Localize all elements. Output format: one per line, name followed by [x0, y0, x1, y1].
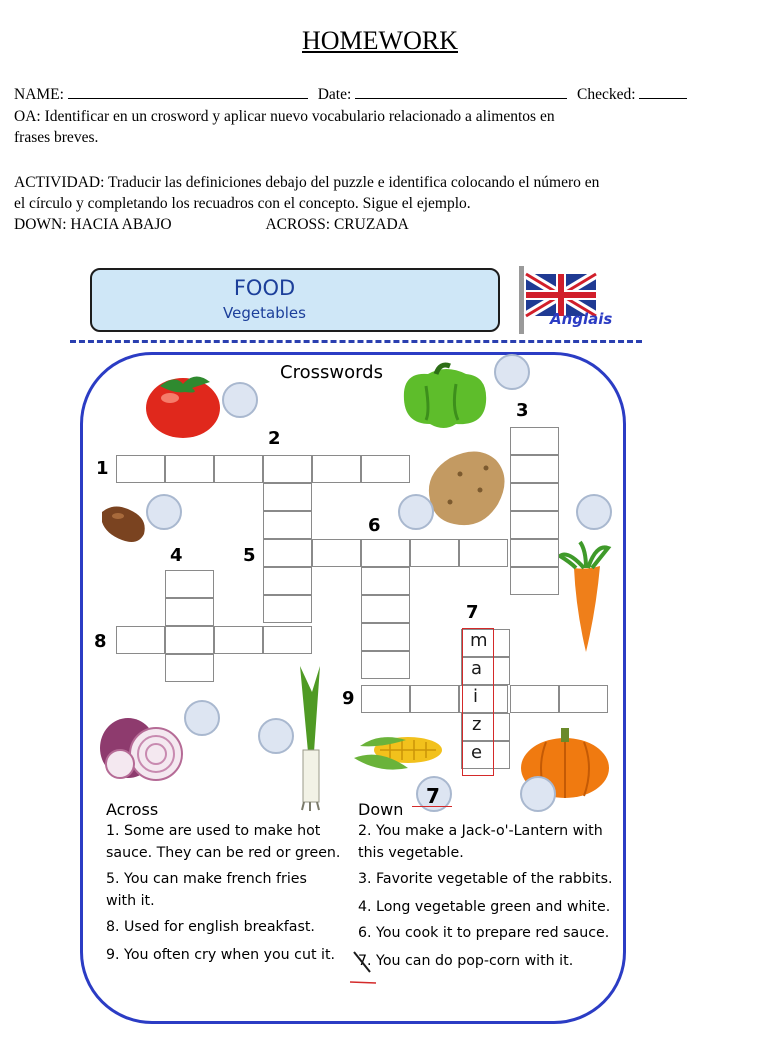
potato-icon [420, 444, 510, 530]
example-circle-number: 7 [426, 784, 440, 808]
grid-cell[interactable] [165, 455, 214, 483]
flag-label: Anglais [550, 310, 613, 328]
corn-icon [350, 728, 446, 778]
down-clue: this vegetable. [358, 845, 464, 861]
example-letter: m [470, 630, 488, 651]
topic-banner [90, 268, 500, 332]
grid-cell[interactable] [263, 483, 312, 511]
grid-cell[interactable] [361, 455, 410, 483]
grid-number-1: 1 [96, 458, 109, 479]
activity-line-2: el círculo y completando los recuadros con el concepto. Sigue el ejemplo. [14, 195, 471, 212]
name-field[interactable] [68, 84, 308, 99]
oa-line-1: OA: Identificar en un crosword y aplicar nuevo vocabulario relacionado a alimentos en [14, 108, 555, 125]
example-underline [412, 806, 452, 807]
answer-circle-bean[interactable] [146, 494, 182, 530]
across-clue: 8. Used for english breakfast. [106, 919, 315, 935]
grid-cell[interactable] [510, 483, 559, 511]
down-clue: 2. You make a Jack-o'-Lantern with [358, 823, 603, 839]
date-label: Date: [317, 86, 352, 103]
across-heading: Across [106, 800, 159, 819]
grid-number-8: 8 [94, 631, 107, 652]
down-clue: 6. You cook it to prepare red sauce. [358, 925, 610, 941]
down-clue: 4. Long vegetable green and white. [358, 899, 611, 915]
answer-circle-pumpkin[interactable] [520, 776, 556, 812]
page-title: HOMEWORK [302, 26, 458, 55]
grid-cell[interactable] [165, 654, 214, 682]
grid-cell[interactable] [459, 539, 508, 567]
grid-cell[interactable] [559, 685, 608, 713]
grid-cell[interactable] [263, 595, 312, 623]
name-label: NAME: [14, 86, 64, 103]
banner-subtitle: Vegetables [223, 304, 306, 322]
grid-cell[interactable] [214, 455, 263, 483]
answer-circle-leek[interactable] [258, 718, 294, 754]
grid-cell[interactable] [263, 567, 312, 595]
example-letter: i [473, 686, 479, 707]
activity-line-1: ACTIVIDAD: Traducir las definiciones debajo del puzzle e identifica colocando el número en [14, 174, 600, 191]
grid-cell[interactable] [410, 539, 459, 567]
grid-number-6: 6 [368, 515, 381, 536]
grid-cell[interactable] [510, 685, 559, 713]
grid-cell[interactable] [263, 626, 312, 654]
grid-number-5: 5 [243, 545, 256, 566]
grid-cell[interactable] [361, 685, 410, 713]
grid-cell[interactable] [165, 598, 214, 626]
grid-cell[interactable] [361, 539, 410, 567]
answer-circle-pepper[interactable] [494, 354, 530, 390]
grid-cell[interactable] [510, 511, 559, 539]
across-clue: 9. You often cry when you cut it. [106, 947, 336, 963]
grid-cell[interactable] [361, 623, 410, 651]
onion-icon [96, 704, 192, 786]
example-letter: a [471, 658, 483, 679]
answer-circle-carrot[interactable] [576, 494, 612, 530]
grid-cell[interactable] [361, 595, 410, 623]
down-clue: 7. You can do pop-corn with it. [358, 953, 574, 969]
grid-number-9: 9 [342, 688, 355, 709]
bean-icon [96, 500, 152, 548]
grid-cell[interactable] [510, 455, 559, 483]
leek-icon [292, 662, 328, 812]
grid-cell[interactable] [410, 685, 459, 713]
checked-field[interactable] [639, 84, 687, 99]
grid-cell[interactable] [165, 570, 214, 598]
grid-cell[interactable] [312, 455, 361, 483]
across-label: ACROSS: CRUZADA [265, 216, 409, 233]
grid-cell[interactable] [263, 455, 312, 483]
carrot-icon [556, 540, 616, 660]
grid-cell[interactable] [116, 626, 165, 654]
across-clue: sauce. They can be red or green. [106, 845, 341, 861]
grid-cell[interactable] [263, 539, 312, 567]
oa-line-2: frases breves. [14, 129, 99, 146]
down-heading: Down [358, 800, 404, 819]
example-mark [350, 948, 380, 988]
direction-legend [14, 214, 409, 235]
grid-cell[interactable] [510, 567, 559, 595]
grid-cell[interactable] [510, 539, 559, 567]
grid-cell[interactable] [165, 626, 214, 654]
across-clue: 5. You can make french fries [106, 871, 307, 887]
answer-circle-onion[interactable] [184, 700, 220, 736]
divider [70, 340, 642, 343]
grid-cell[interactable] [510, 427, 559, 455]
across-clue: 1. Some are used to make hot [106, 823, 321, 839]
tomato-icon [140, 364, 230, 444]
grid-cell[interactable] [361, 651, 410, 679]
answer-circle-tomato[interactable] [222, 382, 258, 418]
grid-number-7: 7 [466, 602, 479, 623]
checked-label: Checked: [577, 86, 636, 103]
example-letter: e [471, 742, 483, 763]
date-field[interactable] [355, 84, 567, 99]
grid-number-2: 2 [268, 428, 281, 449]
grid-cell[interactable] [263, 511, 312, 539]
grid-number-3: 3 [516, 400, 529, 421]
grid-cell[interactable] [214, 626, 263, 654]
grid-cell[interactable] [116, 455, 165, 483]
grid-cell[interactable] [361, 567, 410, 595]
grid-cell[interactable] [312, 539, 361, 567]
down-clue: 3. Favorite vegetable of the rabbits. [358, 871, 613, 887]
across-clue: with it. [106, 893, 155, 909]
crossword-title: Crosswords [280, 362, 383, 383]
banner-title: FOOD [233, 276, 296, 300]
green-pepper-icon [396, 362, 494, 434]
down-label: DOWN: HACIA ABAJO [14, 216, 172, 233]
grid-number-4: 4 [170, 545, 183, 566]
example-letter: z [472, 714, 482, 735]
answer-circle-potato[interactable] [398, 494, 434, 530]
header-name-row [14, 84, 687, 105]
